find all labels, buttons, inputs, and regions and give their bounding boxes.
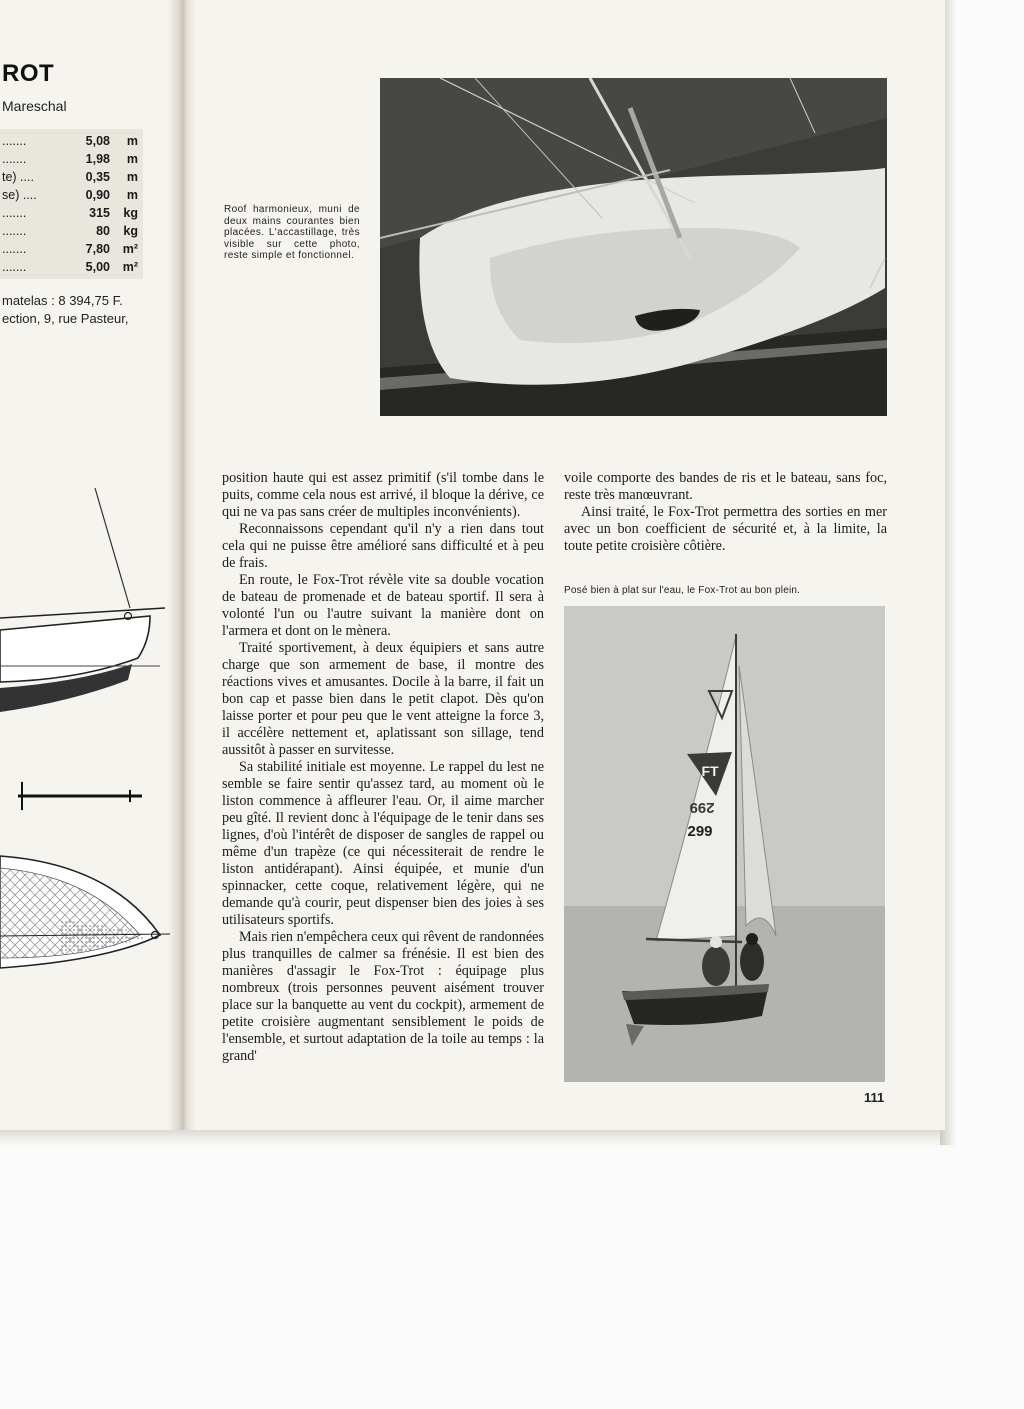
spec-label: .......: [2, 206, 27, 220]
book-spine: [168, 0, 196, 1130]
spec-value: 0,90: [85, 188, 110, 202]
paragraph: Mais rien n'empêchera ceux qui rêvent de randonnées plus tranquilles de calmer sa frénésie. Il est bien des manières d'assagir le Fox-Trot : équipage plus nombreux (trois personnes peuvent aisément trouver place sur la banquette au vent du cockpit), armement de petite croisière augmentant sensiblement le poids de l'ensemble, et surtout adaptation de la toile au temps : la grand': [222, 929, 544, 1064]
cockpit-photo-image: [380, 78, 887, 416]
spec-row: [0, 170, 140, 188]
paragraph: Traité sportivement, à deux équipiers et sans autre charge que son armement de base, il montre des réactions vives et amusantes. Docile à la barre, il fait un bon cap et passe bien dans le petit clapot. Dès qu'on laisse porter et pour peu que le vent atteigne la force 3, il accélère nettement et, aplatissant son sillage, tend aussitôt à passer en survitesse.: [222, 640, 544, 758]
spec-row: [0, 260, 140, 278]
spec-unit: kg: [123, 224, 138, 238]
spec-table: [0, 129, 143, 279]
spec-label: .......: [2, 134, 27, 148]
page-shadow-bottom: [0, 1128, 955, 1148]
architect-name: Mareschal: [2, 98, 67, 114]
spec-unit: m²: [122, 242, 138, 256]
spec-label: .......: [2, 224, 27, 238]
spec-unit: m: [126, 134, 138, 148]
spec-row: [0, 152, 140, 170]
page-number: 111: [864, 1090, 885, 1105]
paragraph: Sa stabilité initiale est moyenne. Le rappel du lest ne semble se faire sentir qu'assez tard, au moment où le liston commence à affleurer l'eau. Or, il aime marcher peu gîté. Il revient donc à l'équipage de le tenir dans ses lignes, d'où l'intérêt de disposer de sangles de rappel ou même d'un trapèze (ce qui nécessiterait de rendre le liston antidérapant). Ainsi équipée, et munie d'un spinnacker, cette coque, relativement légère, qui ne demande qu'à courir, peut dispenser bien des joies à ses utilisateurs sportifs.: [222, 759, 544, 928]
paragraph: Ainsi traité, le Fox-Trot permettra des sorties en mer avec un bon coefficient de sécurité et, à la limite, la toute petite croisière côtière.: [564, 504, 887, 554]
spec-value: 0,35: [85, 170, 110, 184]
spec-value: 5,08: [85, 134, 110, 148]
cockpit-photo: [380, 78, 887, 416]
paragraph: En route, le Fox-Trot révèle vite sa double vocation de bateau de promenade et de bateau sportif. Il sera à volonté l'un ou l'autre suivant la manière dont on l'armera et dont on le mènera.: [222, 572, 544, 639]
spec-row: [0, 224, 140, 242]
spec-unit: m: [126, 152, 138, 166]
paragraph: position haute qui est assez primitif (s'il tombe dans le puits, comme cela nous est arrivé, il bloque la dérive, ce qui ne va pas sans créer de multiples inconvénients).: [222, 470, 544, 520]
sail-number: 299: [687, 823, 713, 840]
spec-unit: m²: [122, 260, 138, 274]
spec-row: [0, 134, 140, 152]
spec-value: 5,00: [85, 260, 110, 274]
text-column-1: [222, 470, 544, 1065]
spec-value: 315: [89, 206, 110, 220]
cockpit-photo-caption: Roof harmonieux, muni de deux mains courantes bien placées. L'accastillage, très visible sur cette photo, reste simple et fonctionnel.: [224, 204, 360, 262]
price-line: matelas : 8 394,75 F.: [2, 293, 123, 308]
spec-row: [0, 242, 140, 260]
address-line: ection, 9, rue Pasteur,: [2, 311, 129, 326]
spec-label: .......: [2, 152, 27, 166]
sail-number-mirrored: 299: [689, 799, 715, 816]
spec-value: 1,98: [85, 152, 110, 166]
paragraph: voile comporte des bandes de ris et le bateau, sans foc, reste très manœuvrant.: [564, 470, 887, 503]
spec-value: 80: [96, 224, 110, 238]
spec-unit: m: [126, 188, 138, 202]
hull-plans-drawing: [0, 480, 172, 980]
spec-row: [0, 206, 140, 224]
spec-label: se) ....: [2, 188, 37, 202]
spec-label: .......: [2, 260, 27, 274]
sail-photo-caption: Posé bien à plat sur l'eau, le Fox-Trot au bon plein.: [564, 585, 801, 596]
spec-value: 7,80: [85, 242, 110, 256]
spec-row: [0, 188, 140, 206]
spec-unit: kg: [123, 206, 138, 220]
sailing-photo: [564, 606, 885, 1082]
text-column-2: [564, 470, 887, 555]
price-info: [2, 292, 167, 328]
sailing-photo-image: [564, 606, 885, 1082]
spec-unit: m: [126, 170, 138, 184]
spec-label: te) ....: [2, 170, 34, 184]
paragraph: Reconnaissons cependant qu'il n'y a rien dans tout cela qui ne puisse être amélioré sans difficulté et à peu de frais.: [222, 521, 544, 571]
spec-label: .......: [2, 242, 27, 256]
spec-title: ROT: [2, 60, 55, 87]
sail-insignia: FT: [701, 763, 719, 779]
